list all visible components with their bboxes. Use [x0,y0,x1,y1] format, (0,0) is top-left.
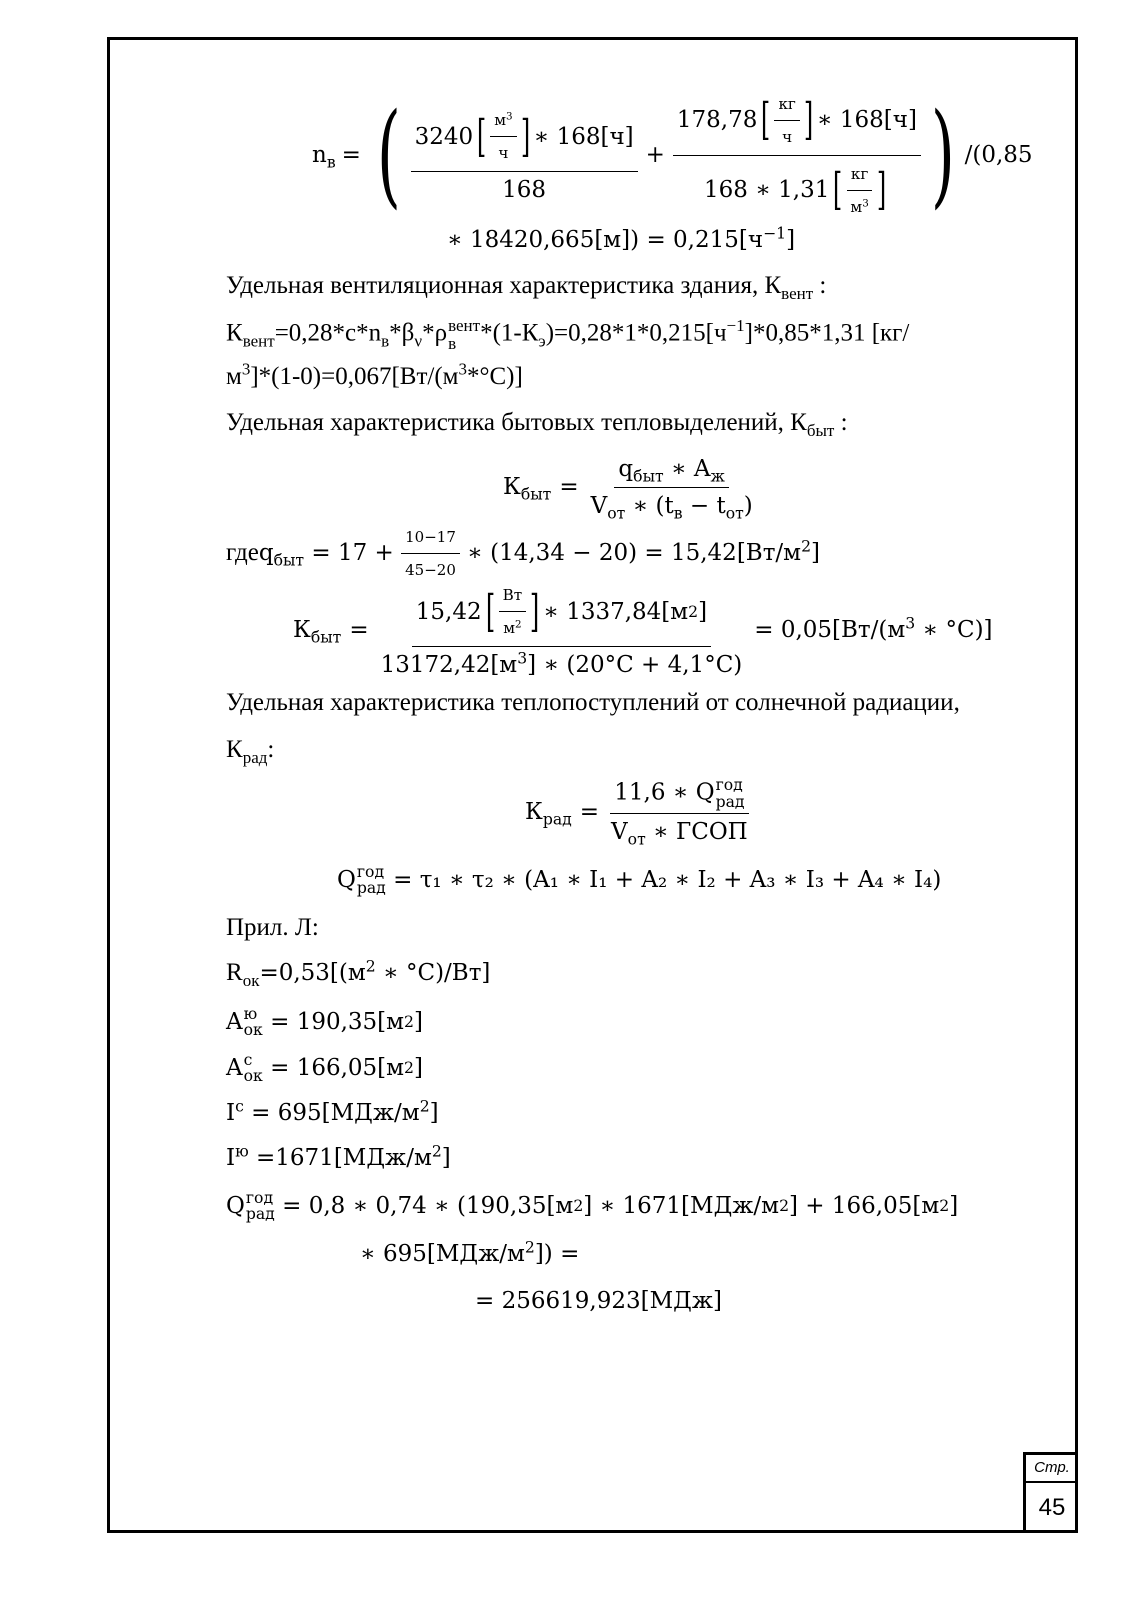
equation-krad-def: $К_{рад}$ = 11,6 ∗ Q год рад $V_{от}$ ∗ ГСОП [525,775,748,849]
kbyt-heading: Удельная характеристика бытовых тепловыделений, $К_{быт}$ : [226,409,848,440]
nv-term2: 178,78 [ $\frac{кг}{ч}$ ] ∗ 168[ч] 168 ∗ 1,31 [ $\frac{кг}{м^3}$ ] [673,89,921,222]
equation-qrad-value-line3: = 256619,923[МДж] [475,1288,722,1314]
kvent-formula-line1: $К_{вент}=0,28*c*n_в*\beta_\nu*\rho$ вент в $*(1-К_э)=0,28*1*0,215[ч^{-1}]*0,85*1,31$ [кг/ [226,316,910,353]
value-aok-yu: A ю ок = 190,35[м 2 ] [226,1003,423,1039]
appendix-label: Прил. Л: [226,914,319,941]
krad-heading-line1: Удельная характеристика теплопоступлений от солнечной радиации, [226,689,960,716]
equation-qrad-value-line1: Q год рад = 0,8 ∗ 0,74 ∗ (190,35[м 2 ] ∗ 1671[МДж/м 2 ] + 166,05[м 2 ] [226,1187,959,1223]
value-rok: $R_{ок}=0,53[(м^2$ ∗ °C)/Вт] [226,956,491,990]
equation-qrad-def: Q год рад = τ₁ ∗ τ₂ ∗ (A₁ ∗ I₁ + A₂ ∗ I₂ + A₃ ∗ I₃ + A₄ ∗ I₄) [337,861,942,897]
equation-nv [312,90,1033,220]
kvent-heading: Удельная вентиляционная характеристика здания, $К_{вент}$ : [226,272,827,303]
value-aok-s: A с ок = 166,05[м 2 ] [226,1049,423,1085]
page-stamp-label: Стр. [1026,1455,1078,1483]
equation-qrad-value-line2: ∗ $695[МДж/м^2]$) = [360,1237,580,1267]
value-is: $I^с = 695[МДж/м^2]$ [226,1096,439,1126]
nv-term1: 3240 [ $\frac{м^3}{ч}$ ] ∗ 168[ч] 168 [411,105,638,205]
left-paren: ( [376,90,401,220]
nv-lhs: $n_в$ [312,142,336,172]
nv-plus: + [645,142,665,168]
nv-tail: /(0,85 [964,142,1033,168]
equation-nv-line2: ∗ $18420,665[м]) = 0,215[ч^{-1}]$ [447,223,796,253]
page-number: 45 [1038,1494,1066,1521]
value-iyu: $I^ю =1671[МДж/м^2]$ [226,1141,451,1171]
page-stamp [1023,1452,1078,1533]
equation-kbyt-value: $К_{быт}$ = 15,42 [ $\frac{Вт}{м^2}$ ] ∗ 1337,84[м 2 ] $13172,42[м^3]$ ∗ (20°C + 4,1°C) = $0,05[Вт/(м^3$ ∗ °C)] [293,590,993,670]
krad-heading-line2: $К_{рад}$: [226,736,275,767]
kvent-formula-line2: $м^3]*(1-0)=0,067[Вт/(м^3*^\circ С)]$ [226,359,523,390]
equation-qbyt: где $q_{быт} = 17$ + $\frac{10-17}{45-20}$ ∗ $(14,34 - 20) = 15,42[Вт/м^2]$ [226,530,820,576]
nv-eq: = [341,142,361,168]
right-paren: ) [930,90,955,220]
equation-kbyt-def: $К_{быт}$ = $\frac{q_{быт} ∗ A_ж}{V_{от} ∗ (t_в - t_{от})}$ [503,455,753,522]
